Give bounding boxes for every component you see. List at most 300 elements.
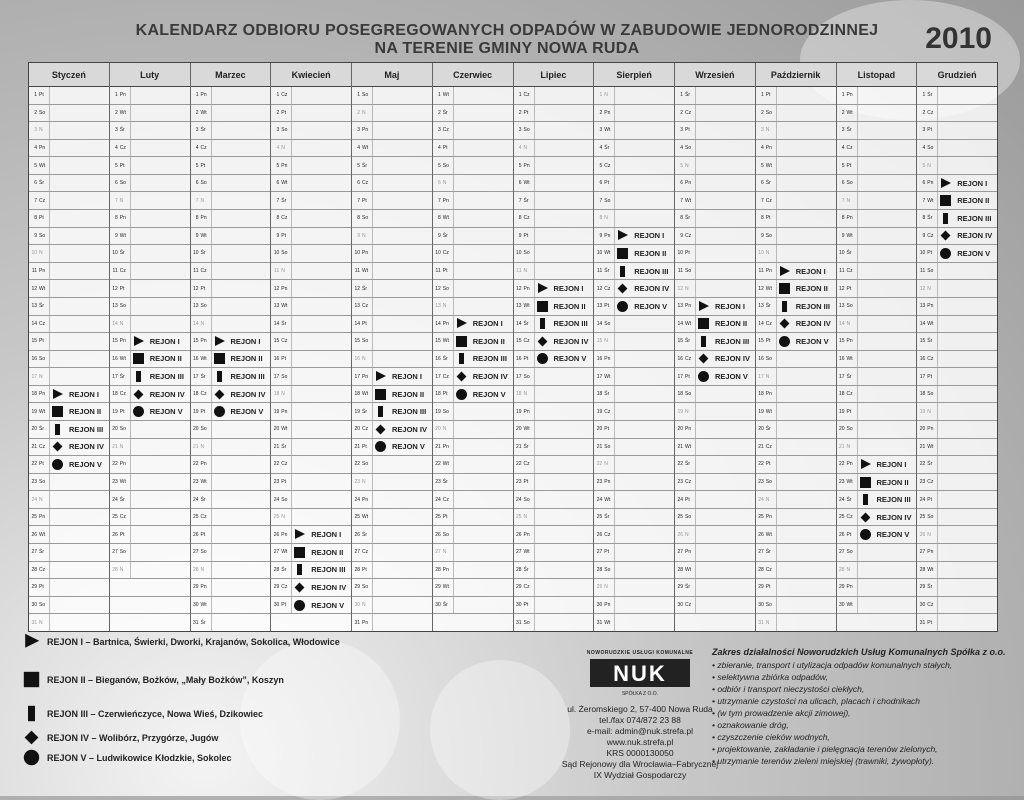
day-row — [110, 157, 190, 175]
day-row — [29, 140, 109, 158]
day-number: 25 — [596, 514, 603, 521]
day-number: 20 — [192, 426, 199, 433]
service-item: • (w tym prowadzenie akcji zimowej), — [712, 707, 1012, 719]
square-icon — [52, 406, 63, 417]
day-number: 6 — [518, 180, 522, 187]
day-number: 5 — [518, 162, 522, 169]
collection-event — [52, 459, 102, 470]
day-number: 6 — [357, 180, 360, 187]
weekday-label: N — [361, 597, 373, 614]
day-row — [594, 351, 674, 369]
day-row — [594, 544, 674, 562]
weekday-label: Pt — [280, 105, 292, 122]
day-row — [191, 157, 271, 175]
weekday-label: So — [442, 280, 454, 297]
bar-icon — [779, 301, 790, 312]
day-row — [352, 192, 432, 210]
day-number: 30 — [919, 602, 926, 609]
day-row — [433, 298, 513, 316]
day-number: 3 — [357, 127, 360, 134]
day-number: 7 — [357, 197, 360, 204]
weekday-label: Śr — [442, 351, 454, 368]
weekday-label: Cz — [200, 386, 212, 403]
day-number: 4 — [195, 145, 199, 152]
day-row — [917, 210, 997, 228]
weekday-label: Cz — [280, 87, 292, 104]
event-label: REJON I — [392, 372, 423, 382]
day-row — [675, 228, 755, 246]
day-number: 29 — [435, 584, 441, 591]
day-row — [191, 280, 271, 298]
circle-icon — [698, 371, 709, 382]
day-row — [191, 439, 271, 457]
day-row — [675, 614, 755, 631]
day-number: 11 — [758, 268, 764, 275]
day-number: 2 — [922, 109, 926, 116]
weekday-label: N — [926, 280, 938, 297]
day-number: 5 — [599, 162, 603, 169]
day-number: 22 — [596, 461, 603, 468]
day-number: 19 — [192, 408, 199, 415]
weekday-label: Cz — [523, 87, 535, 104]
diamond-icon — [698, 353, 709, 364]
day-number: 29 — [919, 584, 926, 591]
weekday-label: Śr — [38, 421, 50, 438]
weekday-label: Wt — [442, 456, 454, 473]
day-row — [514, 351, 594, 369]
day-row — [433, 491, 513, 509]
day-row — [352, 280, 432, 298]
day-number: 19 — [31, 408, 37, 415]
day-number: 28 — [596, 566, 603, 573]
event-label: REJON II — [795, 284, 828, 294]
day-number: 1 — [760, 92, 764, 99]
collection-event — [375, 441, 425, 452]
collection-event — [940, 230, 992, 241]
day-number: 29 — [838, 584, 845, 591]
day-row — [917, 456, 997, 474]
weekday-label: Cz — [684, 474, 696, 491]
day-row — [352, 122, 432, 140]
weekday-label: So — [38, 474, 50, 491]
day-number: 12 — [435, 285, 441, 292]
day-number: 17 — [758, 373, 764, 380]
collection-event — [940, 178, 987, 189]
day-number: 13 — [515, 303, 522, 310]
collection-event — [294, 547, 343, 558]
day-row — [110, 87, 190, 105]
day-number: 23 — [192, 479, 199, 485]
day-number: 23 — [273, 479, 280, 485]
day-number: 5 — [437, 162, 441, 169]
day-number: 4 — [841, 145, 845, 152]
day-row — [191, 368, 271, 386]
day-number: 4 — [760, 145, 764, 152]
day-row — [191, 456, 271, 474]
weekday-label: Wt — [280, 175, 292, 192]
collection-event — [375, 389, 424, 400]
day-number: 9 — [437, 232, 441, 239]
weekday-label: Pt — [523, 597, 535, 614]
day-number: 19 — [515, 408, 522, 415]
weekday-label: Pn — [603, 228, 615, 245]
weekday-label: Pt — [442, 263, 454, 280]
day-number: 5 — [922, 162, 926, 169]
collection-event — [294, 582, 346, 593]
day-number: 16 — [596, 355, 603, 362]
bar-icon — [24, 706, 39, 721]
weekday-label: So — [765, 105, 777, 122]
weekday-label: Śr — [603, 386, 615, 403]
weekday-label: Cz — [442, 122, 454, 139]
day-number: 23 — [112, 479, 118, 485]
collection-event — [133, 389, 185, 400]
weekday-label: Pt — [846, 280, 858, 297]
day-row — [675, 386, 755, 404]
weekday-label: Cz — [442, 491, 454, 508]
weekday-label: Cz — [603, 280, 615, 297]
day-number: 3 — [841, 127, 845, 134]
day-row — [433, 245, 513, 263]
day-row — [433, 368, 513, 386]
legend-item-III — [26, 708, 263, 719]
day-row — [917, 228, 997, 246]
circle-icon — [617, 301, 628, 312]
day-row — [110, 579, 190, 597]
day-number: 28 — [31, 566, 37, 573]
day-number: 23 — [435, 479, 441, 485]
day-row — [191, 140, 271, 158]
weekday-label: Wt — [603, 122, 615, 139]
weekday-label: Cz — [38, 192, 50, 209]
legend-text: REJON V – Ludwikowice Kłodzkie, Sokolec — [47, 752, 232, 763]
day-row — [29, 280, 109, 298]
weekday-label: So — [523, 122, 535, 139]
year-label: 2010 — [925, 22, 992, 55]
weekday-label: Śr — [442, 474, 454, 491]
collection-event — [860, 512, 912, 523]
month-header: Maj — [352, 63, 432, 87]
legend-text: REJON III – Czerwieńczyce, Nowa Wieś, Dzikowiec — [47, 708, 263, 719]
day-row — [110, 421, 190, 439]
weekday-label: So — [846, 544, 858, 561]
day-row — [594, 122, 674, 140]
event-label: REJON I — [795, 266, 826, 276]
weekday-label: So — [280, 491, 292, 508]
collection-event — [860, 477, 909, 488]
event-label: REJON II — [957, 196, 990, 206]
day-row — [433, 175, 513, 193]
event-label: REJON IV — [553, 336, 589, 346]
day-row — [271, 157, 351, 175]
day-number: 3 — [599, 127, 603, 134]
day-number: 29 — [596, 584, 603, 591]
event-label: REJON I — [634, 231, 665, 241]
weekday-label: Pn — [38, 263, 50, 280]
event-label: REJON III — [795, 301, 830, 311]
day-number: 10 — [192, 250, 199, 257]
day-row — [191, 175, 271, 193]
month-column-0 — [29, 63, 110, 631]
weekday-label: Pt — [926, 245, 938, 262]
day-row — [514, 175, 594, 193]
day-row — [594, 245, 674, 263]
day-number: 22 — [758, 461, 764, 468]
weekday-label: So — [200, 175, 212, 192]
day-number: 4 — [357, 145, 360, 152]
day-number: 5 — [34, 162, 37, 169]
month-column-7 — [594, 63, 675, 631]
event-label: REJON III — [311, 565, 346, 575]
service-item: • oznakowanie dróg, — [712, 719, 1012, 731]
weekday-label: Pt — [684, 122, 696, 139]
day-row — [837, 386, 917, 404]
day-row — [917, 491, 997, 509]
day-row — [110, 228, 190, 246]
day-row — [433, 421, 513, 439]
day-row — [352, 157, 432, 175]
weekday-label: Wt — [119, 228, 131, 245]
day-row — [352, 105, 432, 123]
day-row — [110, 333, 190, 351]
day-number: 15 — [596, 338, 603, 345]
day-number: 27 — [515, 549, 522, 556]
day-number: 2 — [841, 109, 845, 116]
collection-event — [537, 318, 588, 329]
square-icon — [698, 318, 709, 329]
day-row — [110, 140, 190, 158]
day-number: 6 — [114, 180, 118, 187]
collection-event — [698, 371, 748, 382]
day-number: 6 — [195, 180, 199, 187]
day-number: 10 — [919, 250, 926, 257]
day-row — [594, 403, 674, 421]
bar-icon — [698, 336, 709, 347]
collection-event — [537, 336, 589, 347]
weekday-label: Śr — [926, 456, 938, 473]
day-row — [756, 474, 836, 492]
contact-line: Sąd Rejonowy dla Wrocławia–Fabrycznej — [561, 759, 719, 769]
day-number: 6 — [34, 180, 37, 187]
weekday-label: Cz — [765, 562, 777, 579]
weekday-label: Cz — [280, 579, 292, 596]
day-number: 31 — [354, 619, 360, 626]
day-row — [917, 597, 997, 615]
weekday-label: Cz — [119, 263, 131, 280]
day-number: 10 — [273, 250, 280, 257]
weekday-label: Pn — [523, 280, 535, 297]
day-number: 6 — [922, 180, 926, 187]
event-label: REJON II — [230, 354, 263, 364]
service-item: • zbieranie, transport i utylizacja odpadów komunalnych stałych, — [712, 659, 1012, 671]
day-row — [271, 403, 351, 421]
weekday-label: Wt — [442, 210, 454, 227]
collection-event — [375, 424, 427, 435]
day-number: 4 — [276, 145, 280, 152]
day-number: 24 — [838, 496, 845, 503]
day-number: 6 — [276, 180, 280, 187]
collection-event — [617, 266, 668, 277]
collection-event — [698, 318, 747, 329]
weekday-label: Śr — [684, 87, 696, 104]
weekday-label: Śr — [38, 175, 50, 192]
legend-text: REJON IV – Wolibórz, Przygórze, Jugów — [47, 732, 219, 743]
day-row — [756, 544, 836, 562]
weekday-label: Pn — [200, 456, 212, 473]
day-number: 29 — [515, 584, 522, 591]
day-number: 3 — [922, 127, 926, 134]
weekday-label: N — [523, 263, 535, 280]
day-row — [352, 333, 432, 351]
day-number: 10 — [515, 250, 522, 257]
day-row — [917, 526, 997, 544]
day-number: 10 — [354, 250, 360, 257]
day-row — [352, 368, 432, 386]
weekday-label: Cz — [119, 140, 131, 157]
day-row — [352, 526, 432, 544]
weekday-label: Cz — [684, 228, 696, 245]
day-number: 13 — [838, 303, 845, 310]
day-row — [917, 614, 997, 631]
weekday-label: Pt — [119, 157, 131, 174]
weekday-label: Śr — [765, 544, 777, 561]
weekday-label: N — [523, 509, 535, 526]
weekday-label: Pt — [119, 403, 131, 420]
company-contact — [560, 648, 720, 781]
weekday-label: Cz — [846, 140, 858, 157]
legend-item-IV — [26, 732, 218, 743]
day-number: 30 — [273, 602, 280, 609]
bar-icon — [133, 371, 144, 382]
triangle-icon — [940, 178, 951, 189]
day-number: 25 — [354, 514, 360, 521]
month-header: Listopad — [837, 63, 917, 87]
day-number: 10 — [596, 250, 603, 257]
weekday-label: Śr — [200, 368, 212, 385]
event-label: REJON III — [392, 407, 427, 417]
day-number: 11 — [597, 268, 603, 275]
weekday-label: Cz — [603, 157, 615, 174]
day-row — [594, 474, 674, 492]
weekday-label: Pt — [200, 526, 212, 543]
day-number: 6 — [599, 180, 603, 187]
day-number: 20 — [515, 426, 522, 433]
weekday-label: Wt — [200, 105, 212, 122]
weekday-label: Śr — [603, 509, 615, 526]
day-row — [917, 439, 997, 457]
day-row — [514, 562, 594, 580]
day-row — [433, 280, 513, 298]
day-number: 21 — [919, 443, 926, 450]
day-row — [675, 105, 755, 123]
month-header: Kwiecień — [271, 63, 351, 87]
day-row — [29, 228, 109, 246]
day-row — [917, 421, 997, 439]
day-row — [191, 421, 271, 439]
day-row — [110, 105, 190, 123]
weekday-label: So — [280, 245, 292, 262]
day-row — [110, 351, 190, 369]
day-number: 20 — [677, 426, 683, 433]
day-number: 9 — [34, 232, 37, 239]
weekday-label: Cz — [846, 386, 858, 403]
event-label: REJON III — [69, 424, 104, 434]
day-number: 29 — [677, 584, 683, 591]
day-number: 1 — [34, 92, 37, 99]
weekday-label: Pn — [926, 544, 938, 561]
day-row — [756, 263, 836, 281]
weekday-label: Pn — [442, 316, 454, 333]
day-number: 23 — [31, 479, 37, 485]
circle-icon — [24, 750, 39, 765]
event-label: REJON I — [553, 284, 584, 294]
day-number: 26 — [435, 531, 441, 538]
day-row — [29, 368, 109, 386]
collection-event — [214, 353, 263, 364]
day-row — [29, 544, 109, 562]
weekday-label: Pt — [523, 105, 535, 122]
day-row — [514, 210, 594, 228]
day-row — [191, 192, 271, 210]
day-number: 15 — [677, 338, 683, 345]
square-icon — [133, 353, 144, 364]
day-number: 6 — [437, 180, 441, 187]
weekday-label: Pn — [765, 140, 777, 157]
weekday-label: Pt — [361, 439, 373, 456]
weekday-label: Pn — [442, 562, 454, 579]
weekday-label: N — [119, 439, 131, 456]
day-row — [29, 456, 109, 474]
day-row — [110, 245, 190, 263]
day-row — [29, 474, 109, 492]
day-row — [917, 263, 997, 281]
legend-item-II — [26, 674, 284, 685]
day-row — [271, 474, 351, 492]
day-row — [29, 298, 109, 316]
day-number: 16 — [838, 355, 845, 362]
day-row — [756, 298, 836, 316]
day-number: 17 — [192, 373, 199, 380]
day-number: 28 — [919, 566, 926, 573]
weekday-label: Pn — [926, 175, 938, 192]
weekday-label: Pn — [684, 544, 696, 561]
weekday-label: Pt — [523, 474, 535, 491]
month-header: Grudzień — [917, 63, 997, 87]
day-row — [675, 403, 755, 421]
square-icon — [617, 248, 628, 259]
day-row — [433, 210, 513, 228]
collection-event — [860, 459, 907, 470]
event-label: REJON I — [69, 389, 100, 399]
legend-item-V — [26, 752, 232, 763]
weekday-label: Wt — [523, 298, 535, 315]
day-number: 24 — [758, 496, 764, 503]
day-number: 15 — [112, 338, 118, 345]
weekday-label: Pt — [926, 614, 938, 631]
day-number: 7 — [114, 197, 118, 204]
day-row — [917, 544, 997, 562]
day-number: 22 — [354, 461, 360, 468]
day-number: 3 — [760, 127, 764, 134]
day-row — [191, 87, 271, 105]
event-label: REJON III — [715, 336, 750, 346]
day-number: 22 — [838, 461, 845, 468]
day-row — [514, 614, 594, 631]
weekday-label: N — [361, 351, 373, 368]
weekday-label: Wt — [926, 439, 938, 456]
weekday-label: N — [846, 562, 858, 579]
day-number: 7 — [195, 197, 199, 204]
